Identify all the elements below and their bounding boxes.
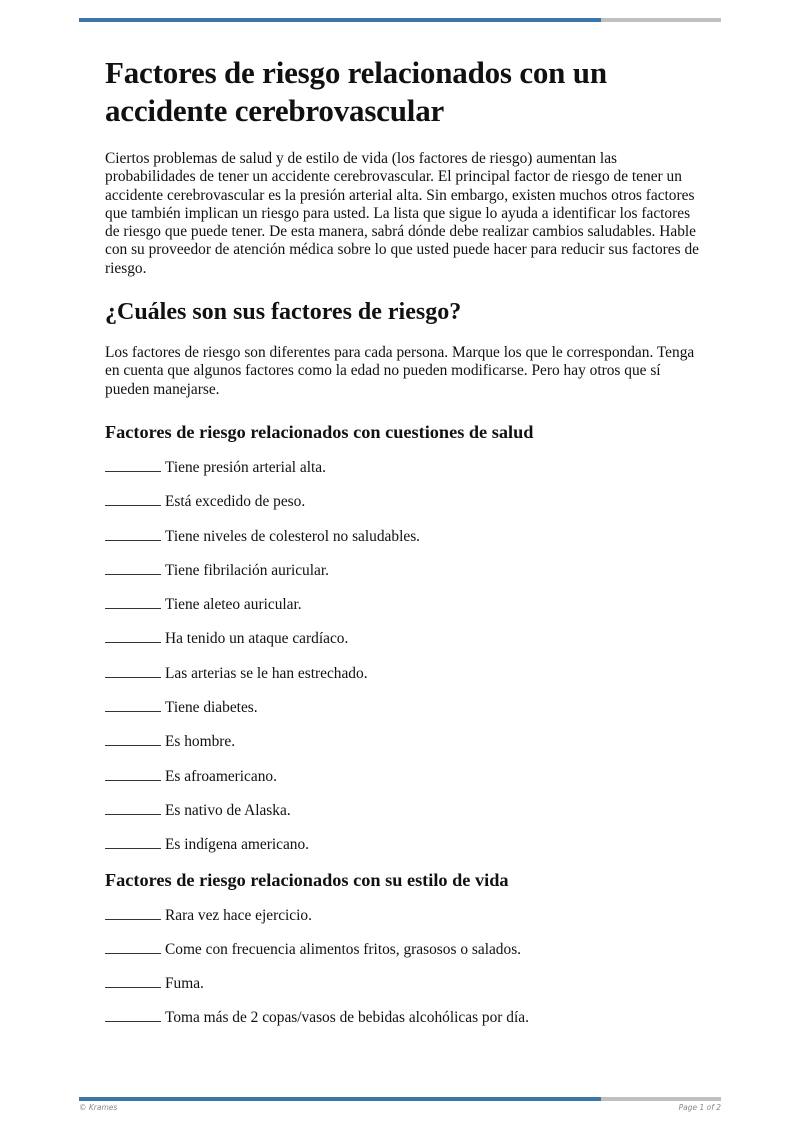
page-number: Page 1 of 2 [678,1103,721,1112]
checklist-item [105,491,705,509]
top-rule-gray [601,18,721,22]
checklist-item-label: Fuma. [165,975,204,993]
checklist-item [105,834,705,852]
lifestyle-factors-heading: Factores de riesgo relacionados con su estilo de vida [105,869,509,890]
checklist-item-label: Está excedido de peso. [165,493,306,511]
check-blank[interactable] [105,594,161,609]
section-paragraph: Los factores de riesgo son diferentes para cada persona. Marque los que le correspondan. Tenga en cuenta que algunos factores como la edad no pueden modificarse. Pero hay otros que sí pueden manejarse. [105,344,695,398]
check-blank[interactable] [105,526,161,541]
page-title: Factores de riesgo relacionados con un accidente cerebrovascular [105,55,607,128]
checklist-item [105,628,705,646]
lifestyle-factors-list [105,905,705,1026]
checklist-item-label: Tiene presión arterial alta. [165,458,326,476]
health-factors-list [105,457,705,852]
checklist-item-label: Tiene niveles de colesterol no saludables. [165,527,421,545]
checklist-item [105,560,705,578]
section-heading: ¿Cuáles son sus factores de riesgo? [105,299,462,326]
checklist-item-label: Tiene aleteo auricular. [165,596,302,614]
checklist-item-label: Es nativo de Alaska. [165,801,291,819]
check-blank[interactable] [105,697,161,712]
checklist-item-label: Las arterias se le han estrechado. [165,664,368,682]
top-rule-accent [79,18,601,22]
checklist-item [105,939,705,957]
checklist-item-label: Come con frecuencia alimentos fritos, grasosos o salados. [165,940,522,958]
checklist-item-label: Tiene diabetes. [165,699,258,717]
bottom-rule [79,1097,721,1101]
checklist-item-label: Es afroamericano. [165,767,277,785]
checklist-item [105,973,705,991]
checklist-item-label: Es hombre. [165,733,236,751]
checklist-item [105,905,705,923]
check-blank[interactable] [105,491,161,506]
check-blank[interactable] [105,800,161,815]
check-blank[interactable] [105,939,161,954]
checklist-item [105,800,705,818]
checklist-item [105,1007,705,1025]
checklist-item-label: Tiene fibrilación auricular. [165,561,329,579]
checklist-item-label: Ha tenido un ataque cardíaco. [165,630,349,648]
check-blank[interactable] [105,663,161,678]
page-footer [79,1103,721,1112]
checklist-item [105,766,705,784]
intro-paragraph: Ciertos problemas de salud y de estilo de vida (los factores de riesgo) aumentan las probabilidades de tener un accidente cerebrovascular. El principal factor de riesgo de tener un accidente cerebrovascular es la presión arterial alta. Sin embargo, existen muchos otros factores que también implican un riesgo para usted. La lista que sigue lo ayuda a identificar los factores de riesgo que puede tener. De esta manera, sabrá dónde debe realizar cambios saludables. Hable con su proveedor de atención médica sobre lo que usted puede hacer para reducir sus factores de riesgo. [105,150,699,277]
checklist-item-label: Rara vez hace ejercicio. [165,906,312,924]
checklist-item [105,697,705,715]
bottom-rule-gray [601,1097,721,1101]
top-rule [79,18,721,22]
check-blank[interactable] [105,628,161,643]
check-blank[interactable] [105,766,161,781]
check-blank[interactable] [105,560,161,575]
document-content [105,54,705,1042]
check-blank[interactable] [105,834,161,849]
checklist-item [105,731,705,749]
check-blank[interactable] [105,731,161,746]
checklist-item [105,663,705,681]
checklist-item-label: Toma más de 2 copas/vasos de bebidas alcohólicas por día. [165,1009,529,1027]
health-factors-heading: Factores de riesgo relacionados con cuestiones de salud [105,421,534,442]
checklist-item [105,457,705,475]
check-blank[interactable] [105,457,161,472]
check-blank[interactable] [105,973,161,988]
checklist-item [105,594,705,612]
check-blank[interactable] [105,1007,161,1022]
check-blank[interactable] [105,905,161,920]
checklist-item [105,526,705,544]
bottom-rule-accent [79,1097,601,1101]
checklist-item-label: Es indígena americano. [165,836,310,854]
copyright: © Krames [79,1103,118,1112]
